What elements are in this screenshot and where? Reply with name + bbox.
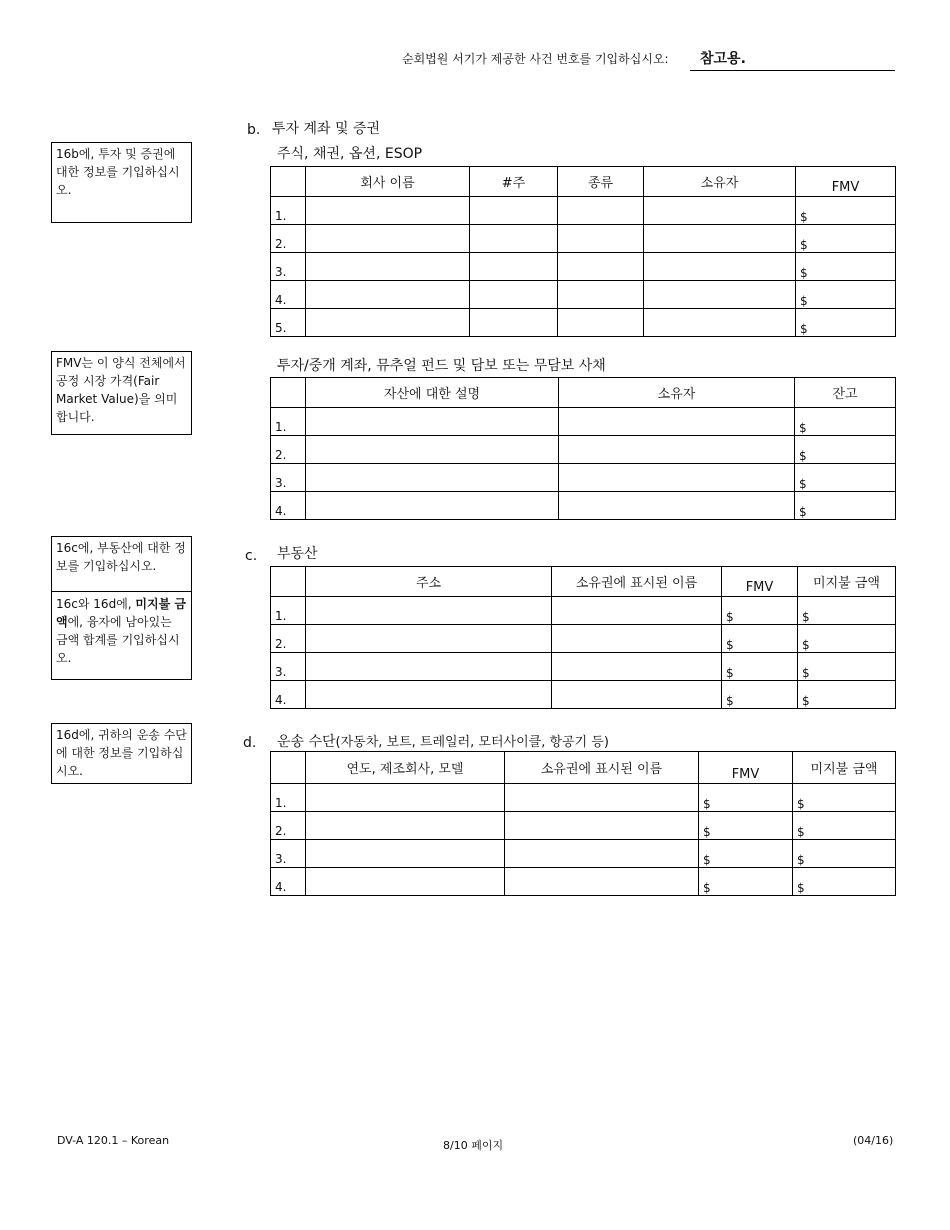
note-16cd-mid2: 에, (116, 597, 136, 611)
title-name-cell[interactable] (552, 625, 722, 653)
balance-cell[interactable]: $ (795, 408, 896, 436)
re-header-title-name: 소유권에 표시된 이름 (552, 567, 722, 597)
row-number: 4. (271, 681, 306, 709)
accounts-header-description: 자산에 대한 설명 (306, 378, 559, 408)
re-header-blank (271, 567, 306, 597)
title-name-cell[interactable] (505, 840, 699, 868)
owner-cell[interactable] (559, 492, 795, 520)
unpaid-cell[interactable]: $ (798, 597, 896, 625)
company-cell[interactable] (306, 225, 470, 253)
form-id: DV-A 120.1 – Korean (57, 1134, 170, 1147)
description-cell[interactable] (306, 492, 559, 520)
row-number: 2. (271, 625, 306, 653)
real-estate-table (270, 566, 896, 709)
table-row (271, 840, 896, 868)
owner-cell[interactable] (559, 408, 795, 436)
table-row (271, 408, 896, 436)
veh-header-title-name: 소유권에 표시된 이름 (505, 752, 699, 784)
table-row (271, 653, 896, 681)
type-cell[interactable] (558, 253, 644, 281)
case-number-value[interactable]: 참고용. (700, 51, 746, 67)
fmv-cell[interactable]: $ (699, 840, 793, 868)
section-c-letter: c. (245, 548, 258, 564)
table-row (271, 225, 896, 253)
model-cell[interactable] (306, 868, 505, 896)
unpaid-cell[interactable]: $ (798, 625, 896, 653)
note-16c-group (51, 536, 192, 680)
table-row (271, 281, 896, 309)
section-c-title: 부동산 (277, 546, 318, 562)
shares-cell[interactable] (470, 281, 558, 309)
shares-cell[interactable] (470, 197, 558, 225)
unpaid-cell[interactable]: $ (798, 653, 896, 681)
table-row (271, 309, 896, 337)
re-header-address: 주소 (306, 567, 552, 597)
row-number: 4. (271, 281, 306, 309)
title-name-cell[interactable] (552, 681, 722, 709)
fmv-cell[interactable]: $ (722, 597, 798, 625)
note-16c-text: 에, 부동산에 대한 정보를 기입하십시오. (56, 541, 186, 573)
re-header-fmv: FMV (722, 567, 798, 597)
table-row (271, 868, 896, 896)
stocks-title: 주식, 채권, 옵션, ESOP (277, 146, 423, 162)
stocks-header-company: 회사 이름 (306, 167, 470, 197)
type-cell[interactable] (558, 309, 644, 337)
note-16b-text: 에, 투자 및 증권에 대한 정보를 기입하십시오. (56, 147, 180, 197)
owner-cell[interactable] (644, 225, 796, 253)
balance-cell[interactable]: $ (795, 492, 896, 520)
row-number: 2. (271, 812, 306, 840)
title-name-cell[interactable] (505, 812, 699, 840)
title-name-cell[interactable] (505, 868, 699, 896)
note-16b (51, 142, 192, 223)
shares-cell[interactable] (470, 309, 558, 337)
note-16c-16d (52, 591, 191, 670)
owner-cell[interactable] (644, 281, 796, 309)
note-16cd-bold: 미지불 금액 (56, 597, 186, 629)
row-number: 4. (271, 868, 306, 896)
unpaid-cell[interactable]: $ (793, 868, 896, 896)
description-cell[interactable] (306, 464, 559, 492)
model-cell[interactable] (306, 812, 505, 840)
note-16c (52, 537, 191, 591)
note-16d-lead: 16d (56, 728, 79, 742)
row-number: 3. (271, 253, 306, 281)
row-number: 1. (271, 408, 306, 436)
note-16cd-lead2: 16d (93, 597, 117, 611)
table-row (271, 253, 896, 281)
fmv-cell[interactable]: $ (796, 281, 896, 309)
accounts-table (270, 377, 896, 520)
fmv-cell[interactable]: $ (699, 812, 793, 840)
balance-cell[interactable]: $ (795, 436, 896, 464)
section-d-title: 운송 수단 (277, 734, 336, 750)
accounts-header-blank (271, 378, 306, 408)
row-number: 1. (271, 597, 306, 625)
row-number: 1. (271, 197, 306, 225)
note-fmv-lead: FMV (56, 356, 82, 370)
owner-cell[interactable] (644, 253, 796, 281)
table-row (271, 492, 896, 520)
company-cell[interactable] (306, 197, 470, 225)
title-name-cell[interactable] (505, 784, 699, 812)
table-row (271, 784, 896, 812)
row-number: 3. (271, 464, 306, 492)
model-cell[interactable] (306, 784, 505, 812)
section-d-title-wrap (277, 731, 609, 751)
unpaid-cell[interactable]: $ (793, 840, 896, 868)
unpaid-cell[interactable]: $ (798, 681, 896, 709)
note-16b-lead: 16b (56, 147, 79, 161)
model-cell[interactable] (306, 840, 505, 868)
veh-header-model: 연도, 제조회사, 모델 (306, 752, 505, 784)
note-fmv (51, 351, 192, 435)
title-name-cell[interactable] (552, 597, 722, 625)
unpaid-cell[interactable]: $ (793, 784, 896, 812)
row-number: 2. (271, 225, 306, 253)
note-16cd-lead1: 16c (56, 597, 78, 611)
fmv-cell[interactable]: $ (722, 625, 798, 653)
row-number: 1. (271, 784, 306, 812)
table-row (271, 197, 896, 225)
shares-cell[interactable] (470, 225, 558, 253)
note-16cd-text: 에, 융자에 남아있는 금액 합계를 기입하십시오. (56, 615, 180, 665)
fmv-cell[interactable]: $ (796, 225, 896, 253)
stocks-header-owner: 소유자 (644, 167, 796, 197)
address-cell[interactable] (306, 653, 552, 681)
table-row (271, 597, 896, 625)
vehicles-header-row (271, 752, 896, 784)
description-cell[interactable] (306, 408, 559, 436)
fmv-cell[interactable]: $ (722, 681, 798, 709)
section-d-letter: d. (243, 735, 257, 751)
stocks-header-blank (271, 167, 306, 197)
table-row (271, 464, 896, 492)
fmv-cell[interactable]: $ (796, 197, 896, 225)
accounts-header-owner: 소유자 (559, 378, 795, 408)
fmv-cell[interactable]: $ (722, 653, 798, 681)
case-number-prompt: 순회법원 서기가 제공한 사건 번호를 기입하십시오: (402, 52, 669, 66)
real-estate-header-row (271, 567, 896, 597)
case-number-underline (690, 70, 895, 71)
page-number: 8/10 페이지 (443, 1139, 504, 1152)
company-cell[interactable] (306, 309, 470, 337)
accounts-header-row (271, 378, 896, 408)
company-cell[interactable] (306, 281, 470, 309)
note-16c-lead: 16c (56, 541, 78, 555)
shares-cell[interactable] (470, 253, 558, 281)
owner-cell[interactable] (559, 436, 795, 464)
section-b-title: 투자 계좌 및 증권 (272, 121, 381, 137)
note-fmv-text: 는 이 양식 전체에서 공정 시장 가격(Fair Market Value)을 의미합니다. (56, 356, 186, 424)
unpaid-cell[interactable]: $ (793, 812, 896, 840)
row-number: 4. (271, 492, 306, 520)
address-cell[interactable] (306, 681, 552, 709)
fmv-cell[interactable]: $ (699, 868, 793, 896)
case-number-line (402, 50, 746, 67)
section-d-title-detail: (자동차, 보트, 트레일러, 모터사이클, 항공기 등) (335, 735, 609, 750)
title-name-cell[interactable] (552, 653, 722, 681)
stocks-header-row (271, 167, 896, 197)
stocks-header-type: 종류 (558, 167, 644, 197)
balance-cell[interactable]: $ (795, 464, 896, 492)
section-b-letter: b. (247, 122, 261, 138)
owner-cell[interactable] (644, 197, 796, 225)
address-cell[interactable] (306, 625, 552, 653)
table-row (271, 681, 896, 709)
owner-cell[interactable] (644, 309, 796, 337)
company-cell[interactable] (306, 253, 470, 281)
veh-header-unpaid: 미지불 금액 (793, 752, 896, 784)
note-16cd-mid1: 와 (77, 597, 94, 611)
description-cell[interactable] (306, 436, 559, 464)
owner-cell[interactable] (559, 464, 795, 492)
table-row (271, 436, 896, 464)
veh-header-blank (271, 752, 306, 784)
accounts-header-balance: 잔고 (795, 378, 896, 408)
row-number: 3. (271, 840, 306, 868)
table-row (271, 625, 896, 653)
row-number: 3. (271, 653, 306, 681)
row-number: 5. (271, 309, 306, 337)
veh-header-fmv: FMV (699, 752, 793, 784)
stocks-header-fmv: FMV (796, 167, 896, 197)
note-16d (51, 723, 192, 784)
table-row (271, 812, 896, 840)
revision-date: (04/16) (853, 1134, 894, 1147)
fmv-cell[interactable]: $ (796, 309, 896, 337)
fmv-cell[interactable]: $ (699, 784, 793, 812)
type-cell[interactable] (558, 281, 644, 309)
type-cell[interactable] (558, 225, 644, 253)
vehicles-table (270, 751, 896, 896)
stocks-table (270, 166, 896, 337)
type-cell[interactable] (558, 197, 644, 225)
re-header-unpaid: 미지불 금액 (798, 567, 896, 597)
note-16d-text: 에, 귀하의 운송 수단에 대한 정보를 기입하십시오. (56, 728, 187, 778)
accounts-title: 투자/중개 계좌, 뮤추얼 펀드 및 담보 또는 무담보 사채 (277, 358, 606, 374)
stocks-header-shares: #주 (470, 167, 558, 197)
fmv-cell[interactable]: $ (796, 253, 896, 281)
row-number: 2. (271, 436, 306, 464)
address-cell[interactable] (306, 597, 552, 625)
